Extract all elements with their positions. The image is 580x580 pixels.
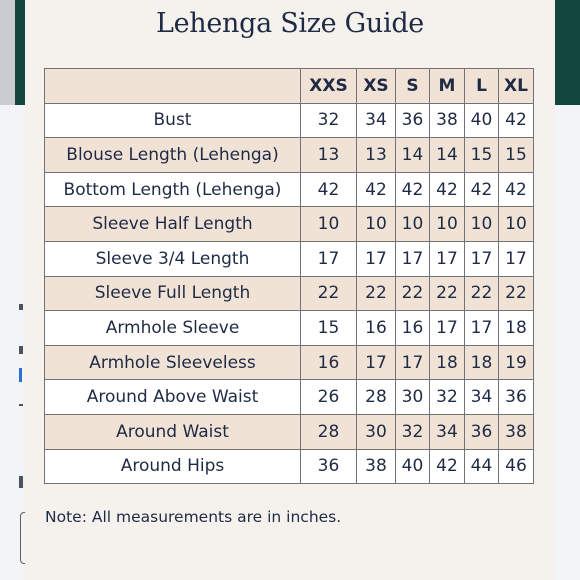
measurement-value: 13 — [301, 138, 357, 173]
measurement-value: 10 — [465, 207, 499, 242]
measurement-value: 17 — [465, 311, 499, 346]
measurement-value: 40 — [396, 449, 430, 484]
measurement-label: Blouse Length (Lehenga) — [45, 138, 301, 173]
header-size-m: M — [430, 69, 465, 104]
measurement-value: 22 — [357, 276, 396, 311]
measurement-value: 22 — [301, 276, 357, 311]
table-header-row — [45, 69, 534, 104]
measurement-value: 40 — [465, 103, 499, 138]
measurement-value: 10 — [499, 207, 534, 242]
measurement-label: Bust — [45, 103, 301, 138]
measurement-value: 17 — [357, 241, 396, 276]
measurement-value: 22 — [430, 276, 465, 311]
header-size-l: L — [465, 69, 499, 104]
measurement-value: 18 — [465, 345, 499, 380]
measurement-value: 15 — [301, 311, 357, 346]
measurement-label: Around Above Waist — [45, 380, 301, 415]
measurement-value: 14 — [396, 138, 430, 173]
measurement-value: 16 — [357, 311, 396, 346]
measurement-value: 38 — [499, 414, 534, 449]
size-guide-modal — [25, 0, 555, 580]
measurement-value: 26 — [301, 380, 357, 415]
measurement-label: Sleeve Full Length — [45, 276, 301, 311]
measurement-value: 22 — [465, 276, 499, 311]
measurement-value: 32 — [301, 103, 357, 138]
measurement-label: Armhole Sleeveless — [45, 345, 301, 380]
measurement-value: 17 — [396, 345, 430, 380]
measurement-value: 42 — [301, 172, 357, 207]
measurement-value: 19 — [499, 345, 534, 380]
measurement-value: 30 — [357, 414, 396, 449]
measurement-value: 42 — [357, 172, 396, 207]
measurement-value: 42 — [499, 172, 534, 207]
measurement-value: 36 — [396, 103, 430, 138]
measurement-value: 16 — [396, 311, 430, 346]
measurement-value: 42 — [430, 172, 465, 207]
measurement-value: 14 — [430, 138, 465, 173]
background-page-left — [0, 105, 25, 580]
table-row — [45, 449, 534, 484]
measurement-value: 17 — [430, 241, 465, 276]
table-row — [45, 345, 534, 380]
measurement-label: Bottom Length (Lehenga) — [45, 172, 301, 207]
measurement-value: 42 — [396, 172, 430, 207]
background-fragment — [19, 476, 23, 488]
table-row — [45, 241, 534, 276]
measurement-note: Note: All measurements are in inches. — [45, 508, 342, 526]
header-size-xxs: XXS — [301, 69, 357, 104]
measurement-value: 28 — [357, 380, 396, 415]
measurement-value: 32 — [396, 414, 430, 449]
measurement-value: 42 — [430, 449, 465, 484]
modal-title: Lehenga Size Guide — [155, 8, 424, 39]
header-size-xs: XS — [357, 69, 396, 104]
measurement-value: 34 — [430, 414, 465, 449]
measurement-value: 17 — [396, 241, 430, 276]
measurement-value: 18 — [430, 345, 465, 380]
measurement-value: 22 — [396, 276, 430, 311]
table-row — [45, 207, 534, 242]
measurement-label: Around Hips — [45, 449, 301, 484]
measurement-value: 32 — [430, 380, 465, 415]
measurement-label: Sleeve Half Length — [45, 207, 301, 242]
measurement-label: Around Waist — [45, 414, 301, 449]
table-row — [45, 311, 534, 346]
table-row — [45, 103, 534, 138]
measurement-value: 18 — [499, 311, 534, 346]
measurement-value: 17 — [357, 345, 396, 380]
measurement-value: 38 — [430, 103, 465, 138]
measurement-value: 36 — [499, 380, 534, 415]
background-link-fragment — [19, 368, 22, 382]
measurement-value: 10 — [357, 207, 396, 242]
measurement-value: 34 — [357, 103, 396, 138]
measurement-value: 16 — [301, 345, 357, 380]
background-header-left — [15, 0, 25, 105]
measurement-value: 15 — [499, 138, 534, 173]
table-row — [45, 138, 534, 173]
measurement-value: 34 — [465, 380, 499, 415]
measurement-value: 17 — [430, 311, 465, 346]
measurement-value: 28 — [301, 414, 357, 449]
measurement-value: 17 — [301, 241, 357, 276]
background-fragment — [19, 304, 23, 310]
measurement-value: 36 — [301, 449, 357, 484]
table-row — [45, 380, 534, 415]
measurement-label: Sleeve 3/4 Length — [45, 241, 301, 276]
measurement-value: 10 — [430, 207, 465, 242]
measurement-value: 30 — [396, 380, 430, 415]
measurement-value: 46 — [499, 449, 534, 484]
measurement-value: 17 — [465, 241, 499, 276]
background-fragment — [19, 404, 23, 406]
background-fragment — [19, 346, 23, 354]
measurement-value: 10 — [396, 207, 430, 242]
measurement-label: Armhole Sleeve — [45, 311, 301, 346]
table-row — [45, 414, 534, 449]
measurement-value: 42 — [499, 103, 534, 138]
header-size-s: S — [396, 69, 430, 104]
measurement-value: 13 — [357, 138, 396, 173]
measurement-value: 10 — [301, 207, 357, 242]
background-header-right — [555, 0, 580, 105]
measurement-value: 44 — [465, 449, 499, 484]
measurement-value: 15 — [465, 138, 499, 173]
table-row — [45, 172, 534, 207]
measurement-value: 36 — [465, 414, 499, 449]
measurement-value: 42 — [465, 172, 499, 207]
table-row — [45, 276, 534, 311]
measurement-value: 22 — [499, 276, 534, 311]
measurement-value: 17 — [499, 241, 534, 276]
background-page-right — [555, 105, 580, 580]
header-size-xl: XL — [499, 69, 534, 104]
size-guide-table — [44, 68, 534, 484]
header-measurement-cell — [45, 69, 301, 104]
measurement-value: 38 — [357, 449, 396, 484]
